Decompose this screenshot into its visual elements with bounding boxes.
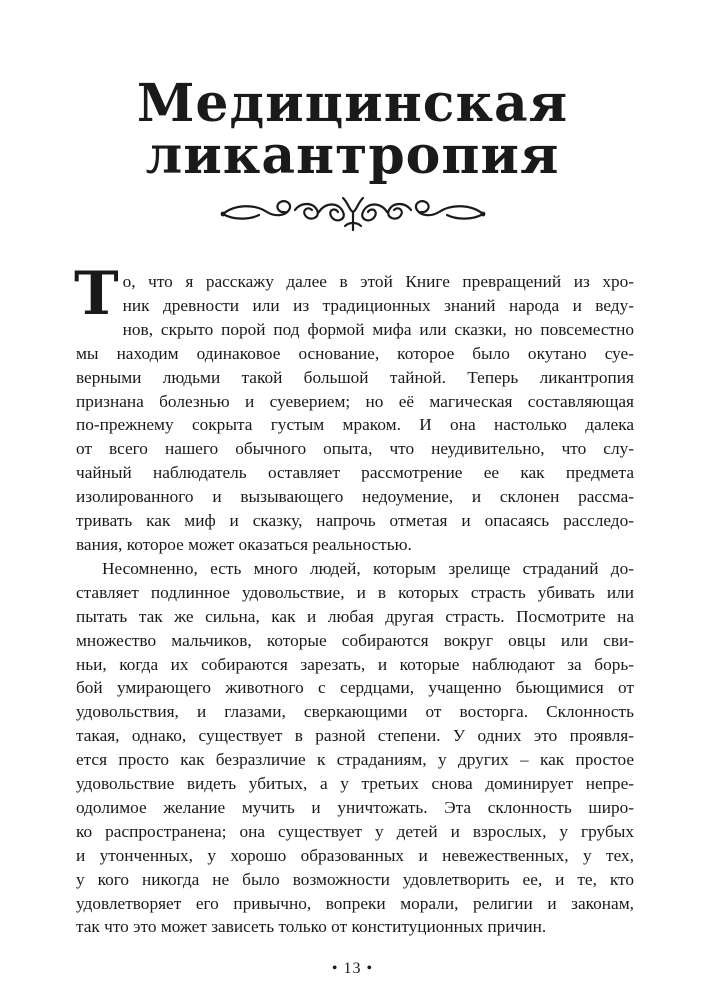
text-line: от всего нашего обычного опыта, что неудивительно, что слу-: [76, 439, 634, 459]
text-line: признана болезнью и суеверием; но её магическая составляющая: [76, 391, 634, 411]
text-line: о, что я расскажу далее в этой Книге превращений из хро-: [122, 272, 634, 291]
text-line: мы находим одинаковое основание, которое было окутано суе-: [76, 343, 634, 363]
text-line: чайный наблюдатель оставляет рассмотрение ее как предмета: [76, 463, 634, 483]
text-line: ньи, когда их собираются зарезать, и которые наблюдают за борь-: [76, 654, 634, 674]
text-line: изолированного и вызывающего недоумение, и склонен рассма-: [76, 487, 634, 507]
text-line: ко распространена; она существует у детей и взрослых, у грубых: [76, 821, 634, 841]
text-line: вания, которое может оказаться реальностью.: [76, 534, 412, 554]
text-line: удовольствие видеть убитых, а у третьих снова доминирует непре-: [76, 774, 634, 794]
text-line: ник древности или из традиционных знаний народа и веду-: [122, 295, 634, 315]
text-line: верными людьми такой большой тайной. Теперь ликантропия: [76, 367, 634, 387]
text-line: так что это может зависеть только от конституционных причин.: [76, 917, 547, 937]
text-line: Несомненно, есть много людей, которым зрелище страданий до-: [102, 558, 634, 578]
text-line: ется просто как безразличие к страданиям, у других – как простое: [76, 750, 634, 770]
text-line: такая, однако, существует в разной степени. У одних это проявля-: [76, 726, 634, 746]
text-line: удовлетворяет его привычно, вопреки морали, религии и законам,: [76, 893, 634, 913]
text-line: пытать так же сильна, как и любая другая страсть. Посмотрите на: [76, 606, 634, 626]
text-line: нов, скрыто порой под формой мифа или сказки, но повсеместно: [122, 319, 634, 339]
text-line: и утонченных, у хорошо образованных и невежественных, у тех,: [76, 845, 634, 865]
text-line: ставляет подлинное удовольствие, и в которых страсть убивать или: [76, 582, 634, 602]
text-line: бой умирающего животного с сердцами, учащенно бьющимися от: [76, 678, 634, 698]
text-line: одолимое желание мучить и уничтожать. Эта склонность широ-: [76, 797, 634, 817]
chapter-title-line-2: ликантропия: [145, 125, 560, 186]
decorative-ornament: [215, 190, 491, 234]
drop-cap: Т: [74, 259, 119, 329]
page-number: • 13 •: [331, 960, 374, 977]
text-line: тривать как миф и сказку, напрочь отметая и опасаясь расследо-: [76, 511, 634, 531]
body-text: [74, 259, 634, 939]
text-line: множество мальчиков, которые собираются вокруг овцы или сви-: [76, 630, 634, 650]
text-line: по-прежнему сокрыта густым мраком. И она настолько далека: [76, 415, 634, 435]
chapter-title-line-1: Медицинская: [136, 73, 569, 134]
text-line: у кого никогда не было возможности удовлетворить ее, и те, кто: [76, 869, 634, 889]
text-line: удовольствия, и глазами, сверкающими от восторга. Склонность: [76, 702, 634, 722]
